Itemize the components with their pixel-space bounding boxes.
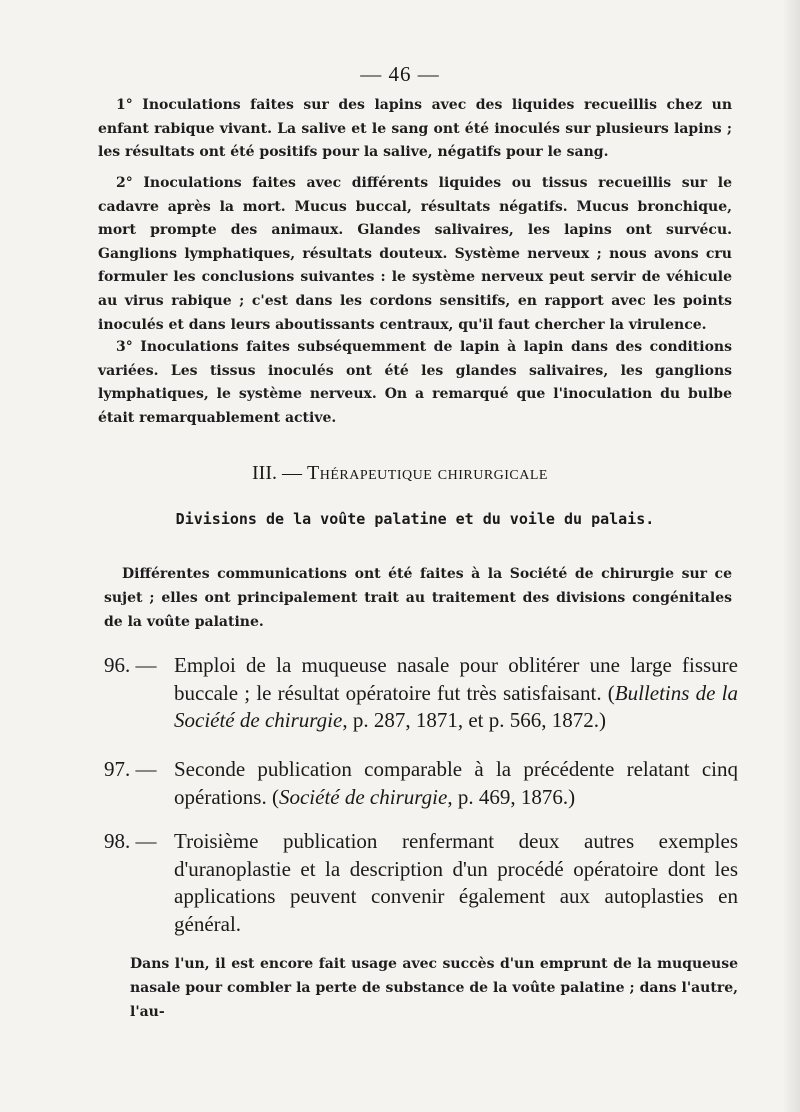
entry-body: Troisième publication renfermant deux autres exemples d'uranoplastie et la description d'un procédé opératoire dont les applications peuvent convenir également aux autoplasties en général. [174,829,738,936]
entry-number: 98. — [104,829,157,853]
entry-text [174,652,738,735]
paragraph-1-text: 1° Inoculations faites sur des lapins avec des liquides recueillis chez un enfant rabique vivant. La salive et le sang ont été inoculés sur plusieurs lapins ; les résultats ont été positifs pour la salive, négatifs pour le sang. [98,97,732,161]
entry-97 [104,756,738,811]
page-number: — 46 — [360,62,440,86]
page-edge-shadow [782,0,800,1112]
entry-text [174,756,738,811]
closing-paragraph [130,952,738,1024]
entry-reference-title: Société de chirurgie [278,784,448,809]
entry-body: Seconde publication comparable à la précédente relatant cinq opérations. ( [174,757,738,809]
intro-paragraph [104,562,732,634]
section-title: Thérapeutique chirurgicale [307,462,548,484]
paragraph-3-text: 3° Inoculations faites subséquemment de lapin à lapin dans des conditions variées. Les tissus inoculés ont été les glandes salivaires, les ganglions lymphatiques, le système nerveux. On a remarqué que l'inoculation du bulbe était remarquablement active. [98,339,732,426]
paragraph-2 [98,172,732,337]
section-numeral: III. — [252,462,302,484]
entry-text [174,828,738,938]
entry-96 [104,652,738,735]
entry-reference-title: Bulletins de la Société de chirurgie [174,680,738,732]
entry-98 [104,828,738,938]
intro-text: Différentes communications ont été faites à la Société de chirurgie sur ce sujet ; elles ont principalement trait au traitement des divisions congénitales de la voûte palatine. [104,566,732,630]
entry-reference-detail: , p. 287, 1871, et p. 566, 1872.) [342,708,606,732]
section-subtitle: Divisions de la voûte palatine et du voile du palais. [175,510,655,528]
paragraph-3 [98,336,732,430]
closing-text: Dans l'un, il est encore fait usage avec succès d'un emprunt de la muqueuse nasale pour combler la perte de substance de la voûte palatine ; dans l'autre, l'au- [130,956,738,1020]
entry-reference-detail: , p. 469, 1876.) [447,784,576,809]
entry-number: 96. — [104,653,157,677]
entry-body: Emploi de la muqueuse nasale pour oblitérer une large fissure buccale ; le résultat opératoire fut très satisfaisant. ( [174,653,738,705]
paragraph-1 [98,94,732,165]
paragraph-2-text: 2° Inoculations faites avec différents liquides ou tissus recueillis sur le cadavre après la mort. Mucus buccal, résultats négatifs. Mucus bronchique, mort prompte des animaux. Glandes salivaires, les lapins ont survécu. Ganglions lymphatiques, résultats douteux. Système nerveux ; nous avons cru formuler les conclusions suivantes : le système nerveux peut servir de véhicule au virus rabique ; c'est dans les cordons sensitifs, en rapport avec les points inoculés et dans leurs aboutissants centraux, qu'il faut chercher la virulence. [98,175,732,333]
section-heading [0,462,800,485]
entry-number: 97. — [104,757,157,781]
